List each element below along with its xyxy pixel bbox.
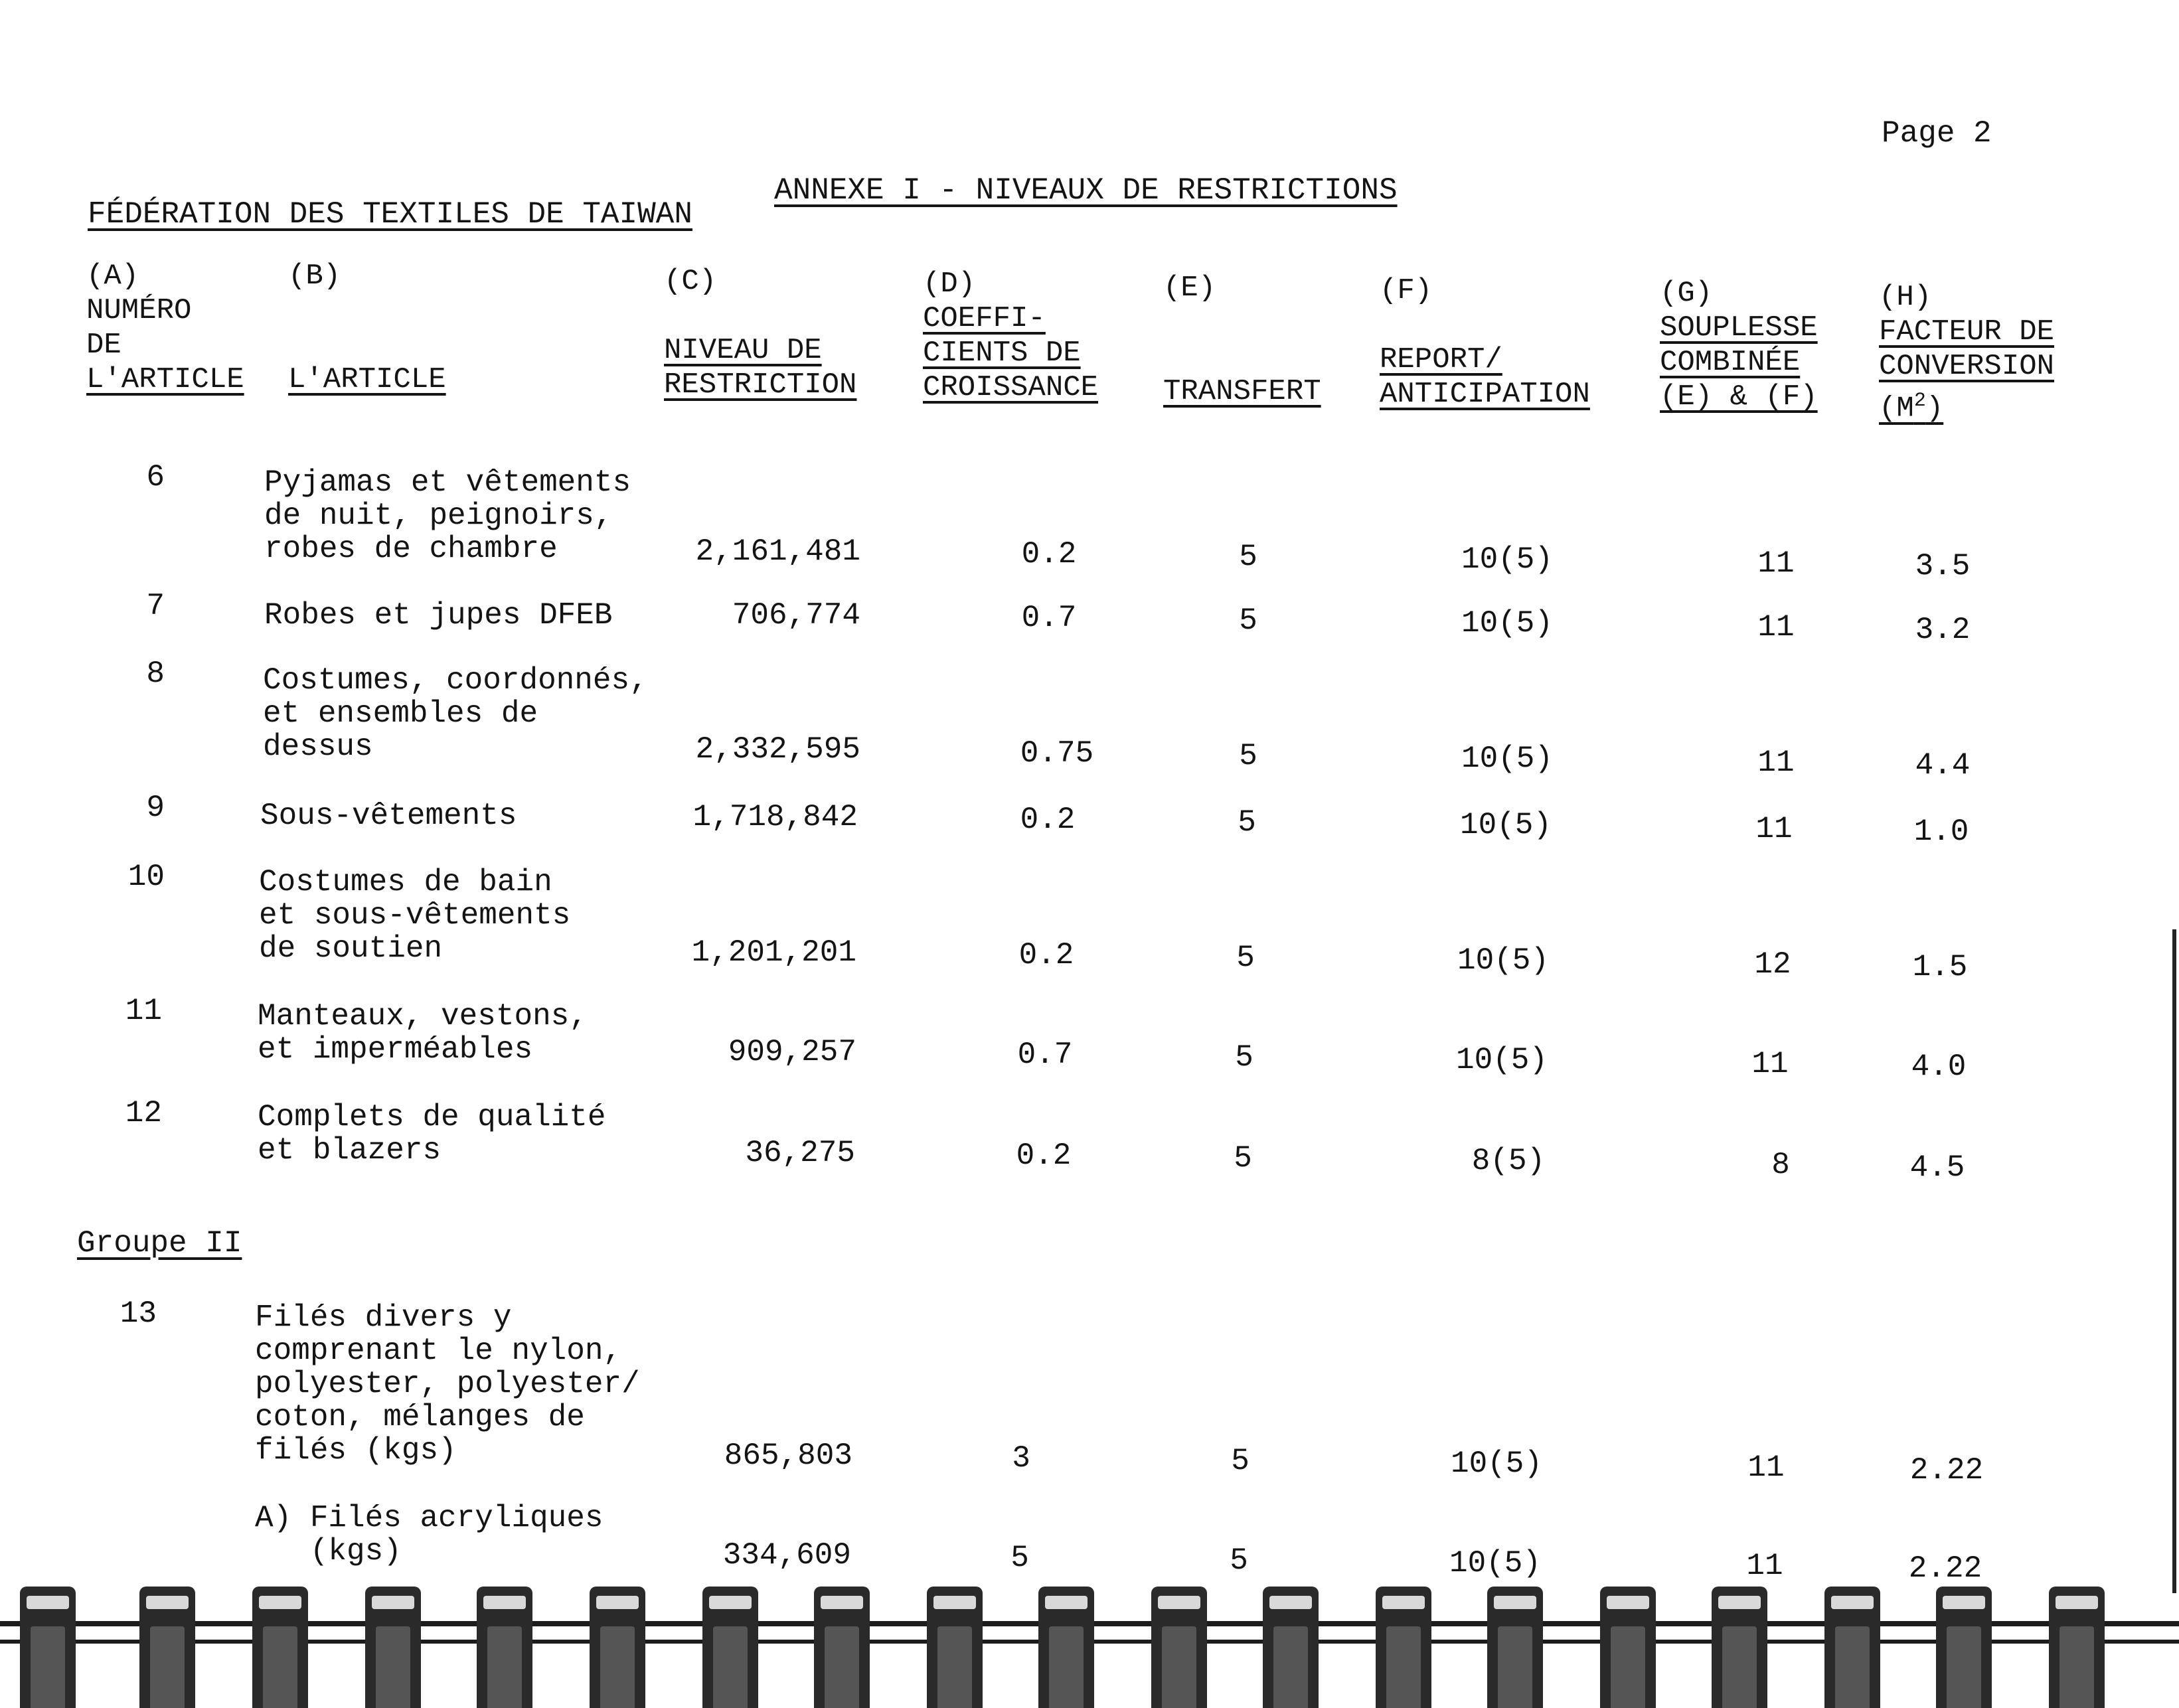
article-description: Sous-vêtements [260, 799, 517, 833]
column-header-h: (H) FACTEUR DE CONVERSION $(M^2)$ [1879, 281, 2055, 426]
binding-ring [2049, 1587, 2105, 1708]
column-header-b: (B) L'ARTICLE [288, 260, 446, 396]
carryover-value: 10(5) [1450, 1446, 1543, 1481]
binding-ring [1712, 1587, 1767, 1708]
growth-coefficient: 3 [1012, 1441, 1030, 1476]
growth-coefficient: 0.2 [1018, 938, 1074, 972]
binding-ring [1600, 1587, 1656, 1708]
conversion-factor: 2.22 [1909, 1453, 1984, 1488]
article-number: 6 [146, 460, 165, 495]
combined-flexibility: 11 [1747, 1450, 1785, 1485]
article-description: Pyjamas et vêtements de nuit, peignoirs, robes de chambre [264, 465, 631, 566]
article-description: Costumes de bain et sous-vêtements de soutien [259, 865, 571, 966]
growth-coefficient: 0.2 [1016, 1138, 1072, 1173]
growth-coefficient: 0.75 [1020, 736, 1094, 771]
binding-ring [1151, 1587, 1207, 1708]
combined-flexibility: 11 [1751, 1047, 1789, 1081]
article-description: Costumes, coordonnés, et ensembles de dessus [263, 663, 648, 764]
binding-ring [702, 1587, 758, 1708]
growth-coefficient: 5 [1010, 1541, 1029, 1575]
carryover-value: 10(5) [1449, 1546, 1542, 1581]
binding-ring [814, 1587, 870, 1708]
transfer-value: 5 [1235, 1040, 1253, 1075]
binding-ring [1936, 1587, 1992, 1708]
binding-ring [590, 1587, 645, 1708]
carryover-value: 10(5) [1461, 542, 1554, 577]
carryover-value: 8(5) [1471, 1144, 1546, 1178]
carryover-value: 10(5) [1457, 943, 1550, 978]
conversion-factor: 1.5 [1912, 950, 1968, 984]
binding-ring [20, 1587, 76, 1708]
column-header-e: (E) TRANSFERT [1163, 272, 1321, 408]
binding-ring [252, 1587, 308, 1708]
carryover-value: 10(5) [1461, 606, 1554, 641]
growth-coefficient: 0.7 [1017, 1038, 1073, 1072]
article-number: 7 [146, 589, 165, 623]
carryover-value: 10(5) [1455, 1043, 1548, 1077]
transfer-value: 5 [1239, 603, 1257, 638]
restriction-level: 909,257 [728, 1035, 856, 1069]
binding-ring [139, 1587, 195, 1708]
binding-ring [1038, 1587, 1094, 1708]
article-number: 10 [127, 860, 165, 894]
conversion-factor: 4.4 [1915, 748, 1971, 783]
binding-ring [477, 1587, 532, 1708]
carryover-value: 10(5) [1461, 741, 1554, 776]
restriction-level: 2,332,595 [695, 732, 860, 767]
growth-coefficient: 0.2 [1021, 537, 1077, 572]
page-number: Page 2 [1882, 116, 1992, 151]
column-header-f: (F) REPORT/ ANTICIPATION [1380, 274, 1590, 411]
combined-flexibility: 11 [1755, 812, 1793, 846]
group-title: Groupe II [77, 1226, 242, 1261]
binding-ring [365, 1587, 421, 1708]
restriction-level: 334,609 [722, 1538, 851, 1573]
column-header-g: (G) SOUPLESSE COMBINÉE (E) & (F) [1660, 277, 1818, 414]
binding-ring [1263, 1587, 1319, 1708]
transfer-value: 5 [1239, 540, 1257, 574]
article-number: 8 [146, 657, 165, 691]
conversion-factor: 3.5 [1915, 549, 1971, 583]
transfer-value: 5 [1239, 739, 1257, 773]
conversion-factor: 4.5 [1909, 1150, 1965, 1185]
conversion-factor: 1.0 [1913, 815, 1969, 849]
growth-coefficient: 0.2 [1020, 803, 1076, 837]
transfer-value: 5 [1236, 941, 1255, 975]
article-description: Complets de qualité et blazers [258, 1100, 606, 1168]
combined-flexibility: 11 [1757, 546, 1795, 581]
combined-flexibility: 12 [1754, 947, 1791, 982]
transfer-value: 5 [1238, 805, 1256, 840]
spiral-binding [0, 1580, 2179, 1708]
annex-title: ANNEXE I - NIVEAUX DE RESTRICTIONS [774, 173, 1398, 208]
column-header-d: (D) COEFFI- CIENTS DE CROISSANCE [923, 268, 1099, 404]
transfer-value: 5 [1234, 1141, 1252, 1176]
article-number: 12 [125, 1096, 162, 1130]
binding-ring [1487, 1587, 1543, 1708]
restriction-level: 865,803 [724, 1438, 852, 1473]
combined-flexibility: 11 [1746, 1549, 1783, 1583]
conversion-factor: 2.22 [1908, 1551, 1982, 1586]
restriction-level: 2,161,481 [695, 534, 860, 569]
transfer-value: 5 [1230, 1543, 1248, 1578]
restriction-level: 706,774 [732, 598, 860, 633]
combined-flexibility: 8 [1771, 1148, 1790, 1182]
article-number: 9 [146, 791, 165, 825]
column-header-c: (C) NIVEAU DE RESTRICTION [664, 265, 857, 402]
combined-flexibility: 11 [1757, 745, 1795, 780]
article-number: 11 [125, 994, 162, 1028]
article-description: Manteaux, vestons, et imperméables [258, 999, 588, 1067]
binding-ring [927, 1587, 983, 1708]
column-header-a: (A) NUMÉRO DE L'ARTICLE [86, 260, 244, 396]
binding-ring [1824, 1587, 1880, 1708]
page-edge-line [2172, 929, 2176, 1593]
carryover-value: 10(5) [1459, 808, 1552, 842]
transfer-value: 5 [1231, 1444, 1250, 1478]
article-description: Robes et jupes DFEB [264, 598, 613, 633]
restriction-level: 1,718,842 [692, 800, 858, 834]
restriction-level: 36,275 [745, 1136, 855, 1170]
binding-ring [1376, 1587, 1431, 1708]
restriction-level: 1,201,201 [691, 935, 856, 970]
combined-flexibility: 11 [1757, 610, 1795, 645]
growth-coefficient: 0.7 [1021, 601, 1077, 635]
conversion-factor: 4.0 [1911, 1049, 1967, 1084]
conversion-factor: 3.2 [1915, 613, 1971, 647]
org-title: FÉDÉRATION DES TEXTILES DE TAIWAN [88, 197, 692, 232]
article-description: Filés divers y comprenant le nylon, polyester, polyester/ coton, mélanges de filés (kgs) [255, 1300, 640, 1468]
article-description: A) Filés acryliques (kgs) [255, 1501, 604, 1569]
article-number: 13 [120, 1296, 157, 1331]
